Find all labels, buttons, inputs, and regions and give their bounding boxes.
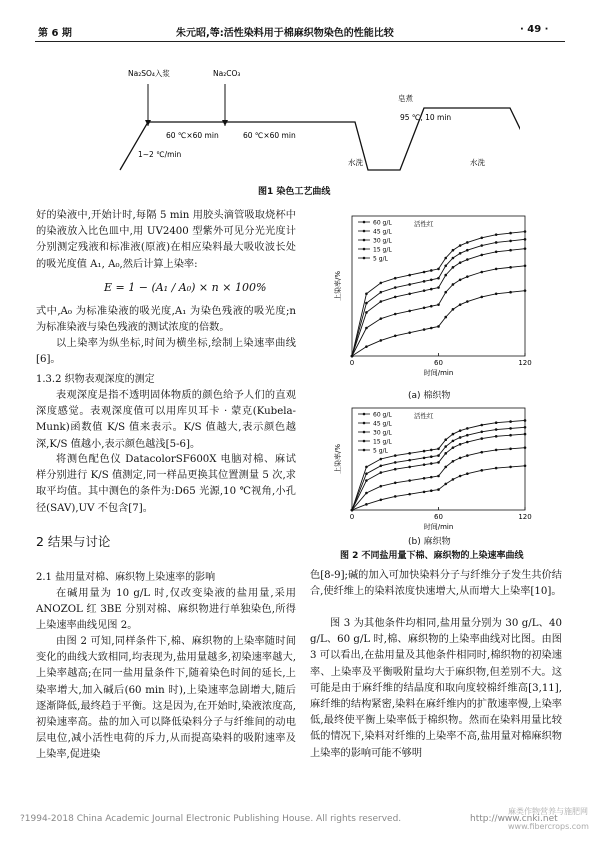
figure1-caption: 图1 染色工艺曲线 (258, 187, 331, 197)
legend-marker (363, 257, 366, 260)
data-point (365, 327, 368, 330)
watermark-cn: 麻类作物营养与施肥网 (508, 807, 588, 816)
data-point (423, 328, 426, 331)
data-point (524, 419, 527, 422)
data-point (437, 448, 440, 451)
figure2a-caption: (a) 棉织物 (408, 391, 451, 401)
right-paragraph-1: 色[8-9];碱的加入可加快染料分子与纤维分子发生共价结合,使纤维上的染料浓度快速增大,从而增大上染率[10]。 (310, 570, 562, 598)
data-point (509, 232, 512, 235)
data-point (380, 317, 383, 320)
data-point (408, 466, 411, 469)
label-step2: 60 ℃×60 min (243, 131, 296, 140)
left-paragraph-1: 好的染液中,开始计时,每隔 5 min 用胶头滴管吸取烧杯中的染液放入比色皿中,用 UV2400 型紫外可见分光光度计分别测定残液和标准液(原液)在相应染料最大吸收波长处的吸光度值 A₁, A₀,然后计算上染率: (36, 210, 296, 270)
data-point (380, 485, 383, 488)
watermark-url: www.fibercrops.com (508, 822, 589, 831)
cnki-link[interactable]: http://www.cnki.net (470, 814, 558, 824)
label-rate: 1~2 ℃/min (138, 150, 182, 159)
data-point (365, 302, 368, 305)
data-point (444, 264, 447, 267)
legend-marker (363, 413, 366, 416)
legend-entry: 15 g/L (373, 246, 392, 254)
data-point (495, 241, 498, 244)
data-point (466, 427, 469, 430)
data-point (394, 313, 397, 316)
left-paragraph-4: 表观深度是指不透明固体物质的颜色给予人们的直观深度感觉。表观深度值可以用库贝耳卡 · 蒙克(Kubela-Munk)函数值 K/S 值来表示。K/S 值越大,表示颜色越深,K/S 值越小,表示颜色越浅[5-6]。 (36, 390, 296, 450)
legend-entry: 15 g/L (373, 438, 392, 446)
data-point (466, 249, 469, 252)
copyright-footer: ?1994-2018 China Academic Journal Electronic Publishing House. All rights reserved. (20, 814, 402, 824)
data-point (365, 503, 368, 506)
chart-annotation: 活性红 (414, 412, 434, 420)
data-point (394, 454, 397, 457)
legend-marker (363, 449, 366, 452)
data-point (408, 310, 411, 313)
figure2a-chart (310, 208, 565, 378)
data-point (444, 452, 447, 455)
data-point (509, 420, 512, 423)
data-point (459, 244, 462, 247)
left-paragraph-2: 式中,A₀ 为标准染液的吸光度,A₁ 为染色残液的吸光度;n 为标准染液与染色残液的测试浓度的倍数。 (36, 306, 296, 334)
data-point (380, 282, 383, 285)
data-point (365, 311, 368, 314)
data-point (459, 252, 462, 255)
data-point (430, 476, 433, 479)
na2co3-arrowhead (222, 120, 228, 126)
data-point (509, 466, 512, 469)
data-point (437, 475, 440, 478)
data-point (423, 457, 426, 460)
data-point (430, 288, 433, 291)
label-na2so4: Na₂SO₄入浆 (128, 69, 170, 78)
legend-marker (363, 431, 366, 434)
data-point (480, 431, 483, 434)
data-point (452, 283, 455, 286)
legend-entry: 45 g/L (373, 420, 392, 428)
data-point (452, 257, 455, 260)
data-point (365, 479, 368, 482)
data-point (437, 268, 440, 271)
x-tick-label: 120 (518, 359, 532, 367)
data-point (394, 277, 397, 280)
data-point (480, 469, 483, 472)
data-point (408, 283, 411, 286)
data-point (408, 292, 411, 295)
legend-entry: 60 g/L (373, 411, 392, 419)
data-point (480, 424, 483, 427)
data-point (524, 238, 527, 241)
data-point (444, 291, 447, 294)
data-point (509, 291, 512, 294)
data-point (466, 275, 469, 278)
data-point (495, 421, 498, 424)
data-point (380, 465, 383, 468)
legend-marker (363, 221, 366, 224)
data-point (509, 448, 512, 451)
data-point (394, 461, 397, 464)
data-point (351, 509, 354, 512)
data-point (394, 296, 397, 299)
legend-marker (363, 248, 366, 251)
legend-marker (363, 422, 366, 425)
data-point (394, 468, 397, 471)
data-point (380, 291, 383, 294)
data-point (437, 461, 440, 464)
data-point (480, 451, 483, 454)
data-point (509, 249, 512, 252)
data-point (524, 426, 527, 429)
chart-annotation: 活性红 (414, 220, 434, 228)
left-paragraph-6: 在碱用量为 10 g/L 时,仅改变染液的盐用量,采用 ANOZOL 红 3BE 分别对棉、麻织物进行单独染色,所得上染速率曲线见图 2。 (36, 588, 296, 632)
x-tick-label: 60 (434, 513, 443, 521)
issue-number: 第 6 期 (38, 28, 72, 39)
x-tick-label: 60 (434, 359, 443, 367)
equation-dye-uptake: E = 1 − (A₁ / A₀) × n × 100% (104, 281, 267, 294)
data-point (365, 292, 368, 295)
data-point (466, 454, 469, 457)
data-point (430, 278, 433, 281)
data-point (394, 482, 397, 485)
data-point (524, 247, 527, 250)
data-point (509, 427, 512, 430)
data-point (444, 274, 447, 277)
data-point (509, 434, 512, 437)
data-point (524, 264, 527, 267)
data-point (495, 292, 498, 295)
legend-entry: 5 g/L (373, 255, 388, 263)
data-point (423, 477, 426, 480)
data-point (480, 437, 483, 440)
data-point (437, 277, 440, 280)
legend-entry: 30 g/L (373, 237, 392, 245)
y-axis-label: 上染率/% (334, 270, 342, 302)
data-point (480, 244, 483, 247)
section-2-1-heading: 2.1 盐用量对棉、麻织物上染速率的影响 (36, 572, 216, 583)
x-tick-label: 0 (349, 513, 355, 521)
data-point (437, 325, 440, 328)
left-paragraph-3: 以上染率为纵坐标,时间为横坐标,绘制上染速率曲线[6]。 (36, 338, 296, 366)
data-point (452, 249, 455, 252)
label-na2co3: Na₂CO₃ (213, 69, 241, 78)
legend-marker (363, 239, 366, 242)
data-point (394, 334, 397, 337)
x-axis-label: 时间/min (423, 369, 454, 377)
data-point (452, 440, 455, 443)
figure1-process-curve (100, 48, 520, 178)
data-point (459, 443, 462, 446)
section-1-3-2-heading: 1.3.2 织物表观深度的测定 (36, 374, 155, 385)
data-point (437, 303, 440, 306)
data-point (408, 479, 411, 482)
data-point (466, 300, 469, 303)
data-point (408, 331, 411, 334)
data-point (430, 327, 433, 330)
data-point (444, 483, 447, 486)
data-point (423, 289, 426, 292)
data-point (408, 274, 411, 277)
data-point (524, 230, 527, 233)
data-point (394, 286, 397, 289)
label-wash2: 水洗 (470, 158, 485, 167)
right-paragraph-2: 图 3 为其他条件均相同,盐用量分别为 30 g/L、40 g/L、60 g/L 时,棉、麻织物的上染率曲线对比图。由图 3 可以看出,在盐用量及其他条件相同时,棉织物的初染速率、上染率及平衡吸附量均大于麻织物,但差别不大。这可能是由于麻纤维的结晶度和取向度较棉纤维高[3,11],麻纤维的结构紧密,染料在麻纤维内的扩散速率慢,上染率低,最终使平衡上染率低于棉织物。然而在染料用量比较低的情况下,染料对纤维的上染率不高,盐用量对棉麻织物上染率的影响可能不够明 (310, 618, 562, 759)
legend-entry: 30 g/L (373, 429, 392, 437)
figure2b-chart (310, 400, 565, 532)
data-point (480, 271, 483, 274)
label-soap-cond: 95 ℃, 10 min (400, 113, 452, 122)
data-point (423, 306, 426, 309)
data-point (430, 462, 433, 465)
data-point (495, 435, 498, 438)
data-point (466, 472, 469, 475)
x-axis-label: 时间/min (423, 523, 454, 531)
left-paragraph-5: 将测色配色仪 DatacolorSF600X 电脑对棉、麻试样分别进行 K/S 值测定,同一样品更换其位置测量 5 次,求取平均值。其中测色的条件为:D65 光源,10 ℃视角,小孔径(SAV),UV 不包含[7]。 (36, 454, 296, 514)
data-point (394, 495, 397, 498)
data-point (524, 433, 527, 436)
series-line-2 (352, 246, 525, 356)
data-point (430, 455, 433, 458)
figure2-caption: 图 2 不同盐用量下棉、麻织物的上染速率曲线 (340, 551, 524, 561)
data-point (459, 457, 462, 460)
label-wash1: 水洗 (348, 158, 363, 167)
legend-entry: 60 g/L (373, 219, 392, 227)
data-point (444, 466, 447, 469)
data-point (495, 467, 498, 470)
x-tick-label: 120 (518, 513, 532, 521)
data-point (466, 241, 469, 244)
data-point (351, 355, 354, 358)
data-point (380, 471, 383, 474)
y-axis-label: 上染率/% (334, 443, 342, 475)
data-point (524, 446, 527, 449)
figure2b-caption: (b) 麻织物 (408, 537, 451, 547)
data-point (423, 280, 426, 283)
data-point (452, 266, 455, 269)
data-point (423, 450, 426, 453)
data-point (430, 269, 433, 272)
data-point (459, 261, 462, 264)
data-point (524, 465, 527, 468)
data-point (452, 478, 455, 481)
running-title: 朱元昭,等:活性染料用于棉麻织物染色的性能比较 (176, 28, 394, 39)
data-point (444, 438, 447, 441)
label-soap: 皂煮 (398, 94, 413, 103)
data-point (459, 436, 462, 439)
data-point (365, 492, 368, 495)
data-point (408, 459, 411, 462)
data-point (495, 268, 498, 271)
data-point (452, 460, 455, 463)
data-point (524, 289, 527, 292)
data-point (509, 266, 512, 269)
left-paragraph-7: 由图 2 可知,同样条件下,棉、麻织物的上染率随时间变化的曲线大致相同,均表现为,盐用量越多,初染速率越大,上染率越高;在同一盐用量条件下,随着染色时间的延长,上染率增大,加入碱后(60 min 时),上染速率急剧增大,随后逐渐降低,最终趋于平衡。这是因为,在开始时,染液浓度高,初染速率高。盐的加入可以降低染料分子与纤维间的动电层电位,减小活性电荷的斥力,从而提高染料的吸附速率及上染率,促进染 (36, 636, 296, 761)
data-point (466, 441, 469, 444)
data-point (495, 233, 498, 236)
data-point (495, 250, 498, 253)
header-rule (35, 41, 565, 42)
data-point (437, 488, 440, 491)
data-point (459, 278, 462, 281)
data-point (437, 286, 440, 289)
data-point (466, 258, 469, 261)
x-tick-label: 0 (349, 359, 355, 367)
data-point (408, 452, 411, 455)
legend-entry: 45 g/L (373, 228, 392, 236)
label-step1: 60 ℃×60 min (166, 131, 219, 140)
data-point (444, 445, 447, 448)
data-point (459, 303, 462, 306)
data-point (452, 308, 455, 311)
data-point (459, 429, 462, 432)
data-point (430, 449, 433, 452)
data-point (380, 458, 383, 461)
section-2-heading: 2 结果与讨论 (36, 534, 111, 549)
data-point (430, 305, 433, 308)
data-point (365, 345, 368, 348)
data-point (509, 240, 512, 243)
data-point (430, 489, 433, 492)
data-point (466, 434, 469, 437)
data-point (459, 475, 462, 478)
data-point (495, 428, 498, 431)
data-point (495, 449, 498, 452)
series-line-4 (352, 291, 525, 356)
data-point (480, 296, 483, 299)
legend-marker (363, 440, 366, 443)
data-point (380, 300, 383, 303)
data-point (480, 236, 483, 239)
data-point (452, 433, 455, 436)
data-point (365, 466, 368, 469)
data-point (365, 472, 368, 475)
data-point (452, 446, 455, 449)
data-point (444, 316, 447, 319)
data-point (423, 463, 426, 466)
page-number: · 49 · (520, 24, 549, 35)
data-point (423, 271, 426, 274)
data-point (423, 491, 426, 494)
data-point (380, 499, 383, 502)
legend-marker (363, 230, 366, 233)
data-point (444, 257, 447, 260)
legend-entry: 5 g/L (373, 447, 388, 455)
data-point (380, 339, 383, 342)
data-point (480, 254, 483, 257)
data-point (437, 454, 440, 457)
data-point (408, 493, 411, 496)
